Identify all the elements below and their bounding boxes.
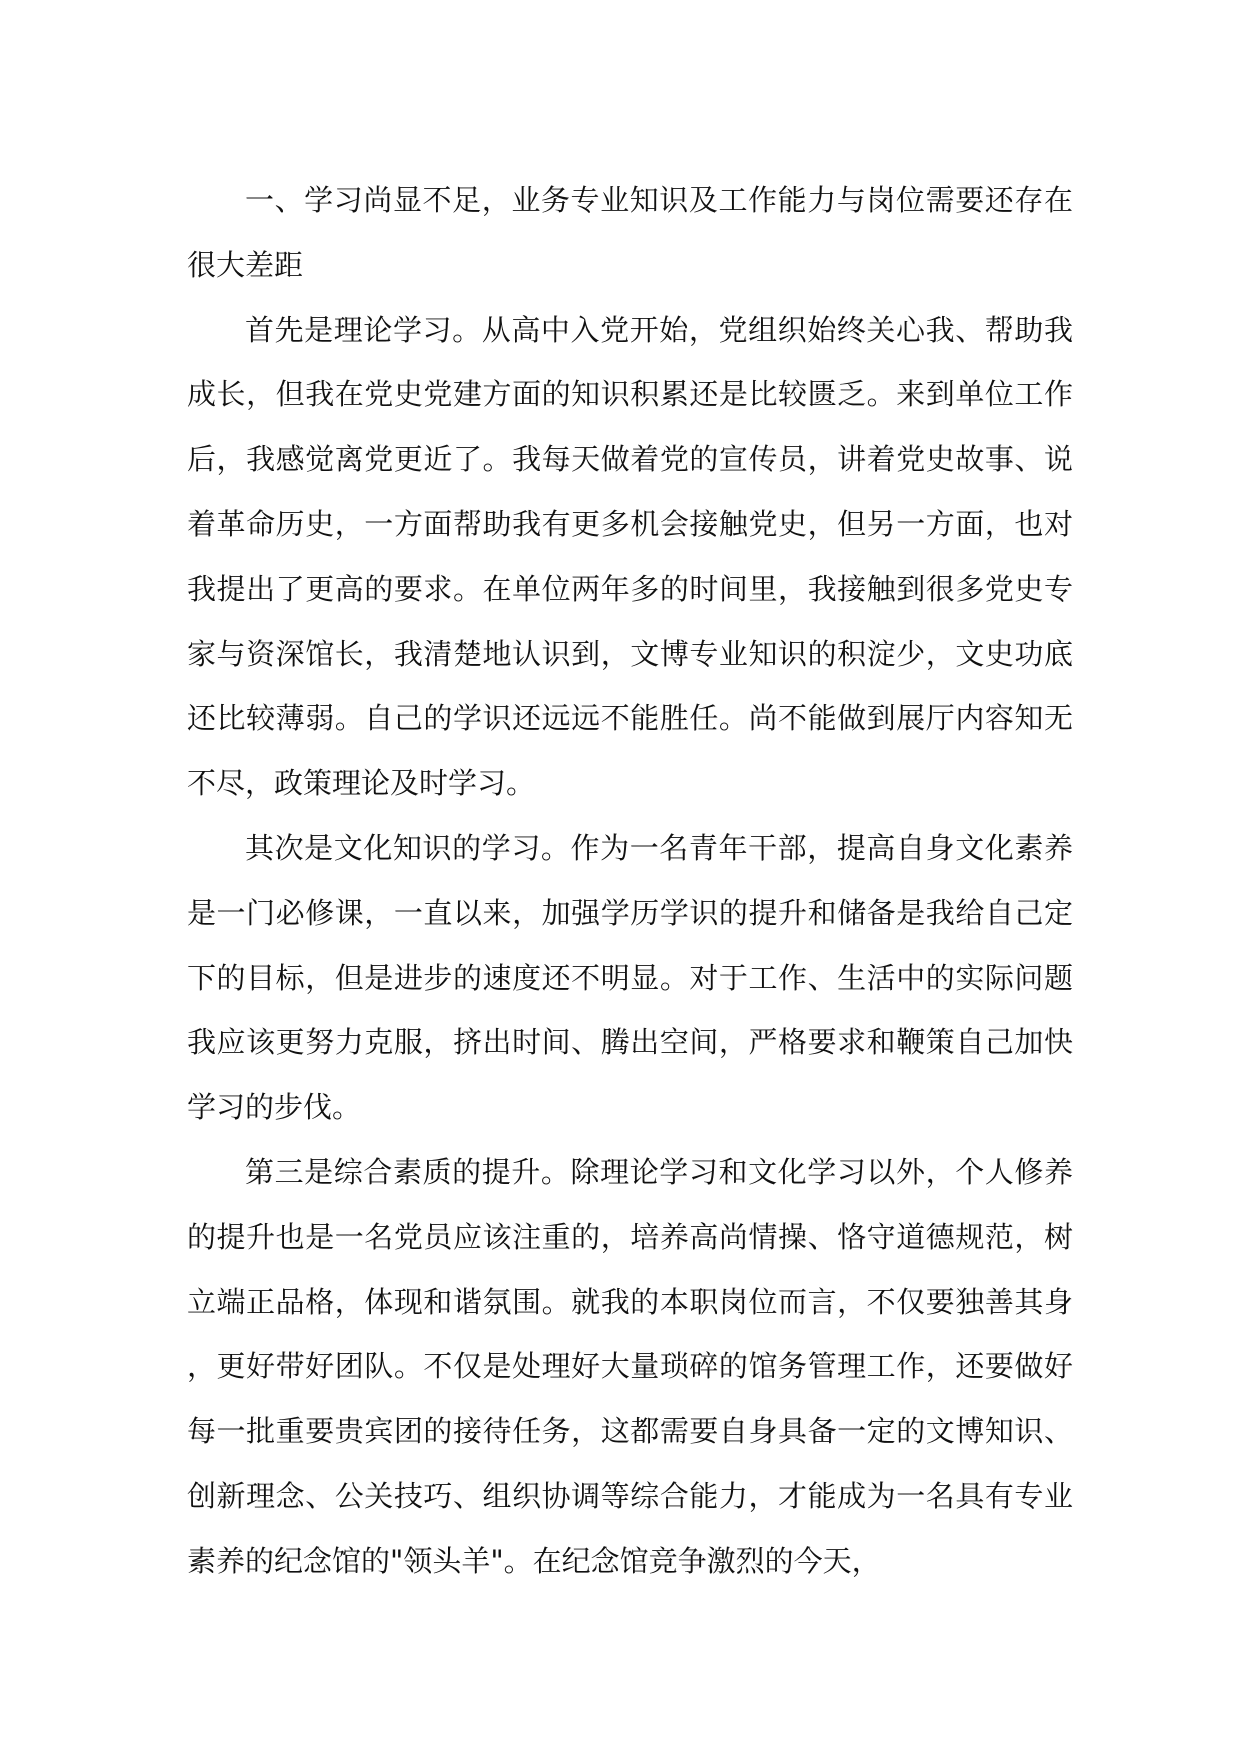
paragraph-overall-quality: 第三是综合素质的提升。除理论学习和文化学习以外，个人修养的提升也是一名党员应该注重的，培养高尚情操、恪守道德规范，树立端正品格，体现和谐氛围。就我的本职岗位而言，不仅要独善其身，更好带好团队。不仅是处理好大量琐碎的馆务管理工作，还要做好每一批重要贵宾团的接待任务，这都需要自身具备一定的文博知识、创新理念、公关技巧、组织协调等综合能力，才能成为一名具有专业素养的纪念馆的"领头羊"。在纪念馆竞争激烈的今天， (187, 1154, 1073, 1578)
section-heading: 一、学习尚显不足，业务专业知识及工作能力与岗位需要还存在很大差距 (187, 183, 1073, 282)
paragraph-culture-study: 其次是文化知识的学习。作为一名青年干部，提高自身文化素养是一门必修课，一直以来，加强学历学识的提升和储备是我给自己定下的目标，但是进步的速度还不明显。对于工作、生活中的实际问题我应该更努力克服，挤出时间、腾出空间，严格要求和鞭策自己加快学习的步伐。 (187, 830, 1073, 1125)
paragraph-theory-study: 首先是理论学习。从高中入党开始，党组织始终关心我、帮助我成长，但我在党史党建方面的知识积累还是比较匮乏。来到单位工作后，我感觉离党更近了。我每天做着党的宣传员，讲着党史故事、说着革命历史，一方面帮助我有更多机会接触党史，但另一方面，也对我提出了更高的要求。在单位两年多的时间里，我接触到很多党史专家与资深馆长，我清楚地认识到，文博专业知识的积淀少，文史功底还比较薄弱。自己的学识还远远不能胜任。尚不能做到展厅内容知无不尽，政策理论及时学习。 (187, 312, 1073, 801)
document-body (187, 168, 1073, 1594)
